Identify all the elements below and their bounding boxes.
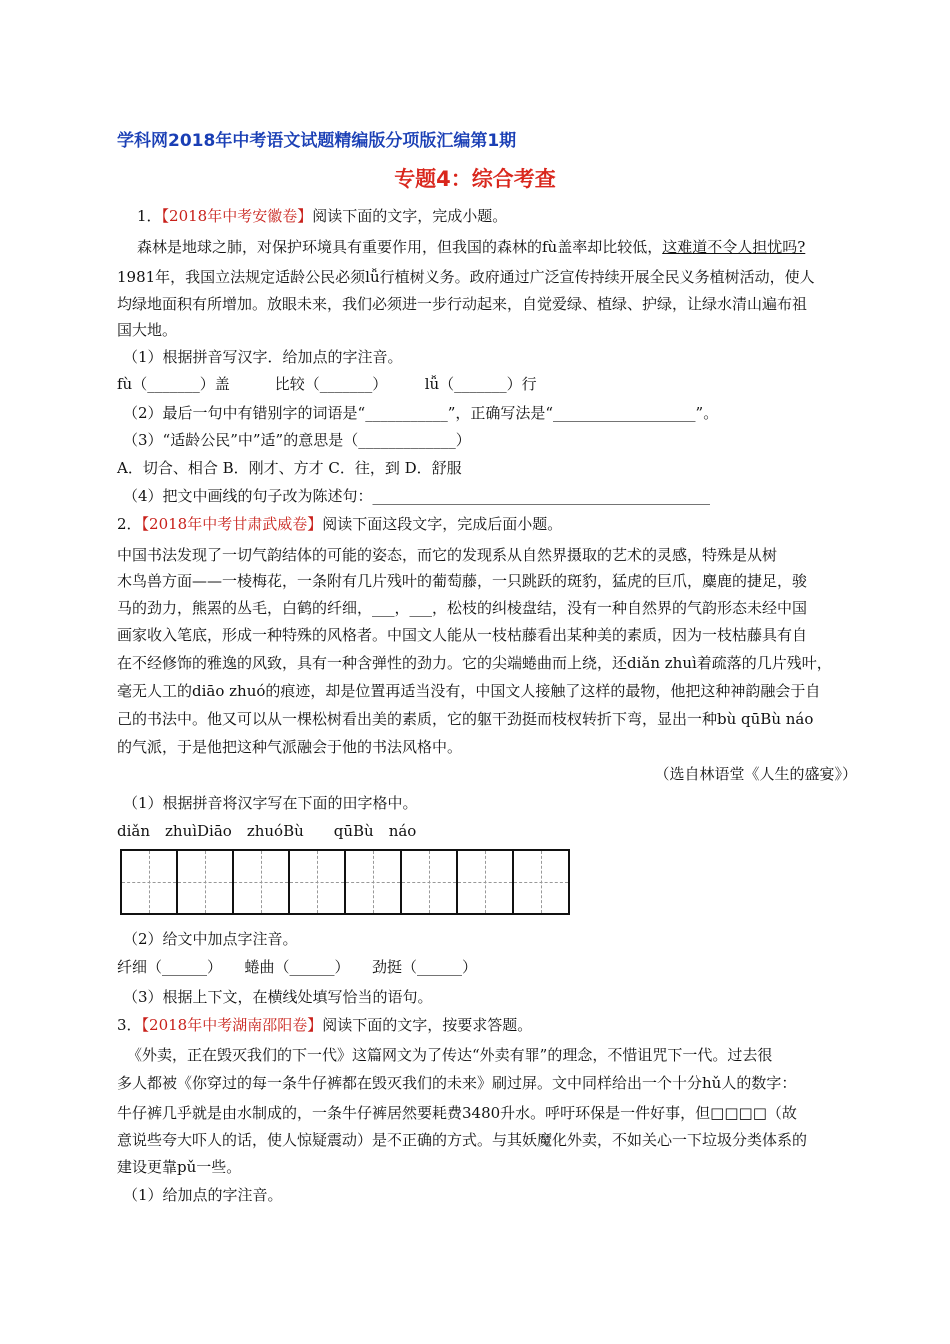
q2-para-line: 马的劲力，熊罴的丛毛，白鹤的纤细，___，___，松枝的纠棱盘结，没有一种自然界的气韵形态未经中国 [117,599,808,617]
q1-sub3-options: A．切合、相合 B．刚才、方才 C．往，到 D．舒服 [117,459,462,477]
q2-heading [117,514,562,534]
grid-cell[interactable] [456,849,514,915]
q1-para-line: 均绿地面积有所增加。放眼未来，我们必须进一步行动起来，自觉爱绿、植绿、护绿，让绿水清山遍布祖 [117,295,808,313]
q1-underlined-sentence: 这难道不令人担忧吗? [662,238,806,256]
grid-cell[interactable] [400,849,458,915]
q3-para-line: 《外卖，正在毁灭我们的下一代》这篇网文为了传达“外卖有罪”的理念，不惜诅咒下一代。过去很 [127,1046,773,1064]
q1-intro: 阅读下面的文字，完成小题。 [312,207,508,225]
q3-number: 3． [117,1016,142,1034]
q1-heading [137,206,507,226]
q2-pinyin-row: diǎn zhuìDiāo zhuóBù qūBù náo [117,822,417,840]
q1-sub1-blanks: fù（_______）盖 比较（_______） lǚ（_______）行 [117,375,537,393]
q1-para-text: 森林是地球之肺，对保护环境具有重要作用，但我国的森林的fù盖率却比较低， [137,238,663,256]
q2-para-line: 在不经修饰的雅逸的风致，具有一种含弹性的劲力。它的尖端蜷曲而上绕，还diǎn zhuì着疏落的几片残叶， [117,654,832,672]
q3-para-line: 多人都被《你穿过的每一条牛仔裤都在毁灭我们的未来》刷过屏。文中同样给出一个十分hǔ人的数字： [117,1074,797,1092]
tianzige-grid [120,849,568,915]
q2-para-line: 己的书法中。他又可以从一棵松树看出美的素质，它的躯干劲挺而枝杈转折下弯，显出一种bù qūBù náo [117,710,814,728]
q2-para-line: 画家收入笔底，形成一种特殊的风格者。中国文人能从一枝枯藤看出某种美的素质，因为一枝枯藤具有自 [117,626,808,644]
q1-source: 【2018年中考安徽卷】 [161,207,313,225]
topic-title: 专题4：综合考查 [394,167,556,191]
q2-para-line: 木鸟兽方面——一棱梅花，一条附有几片残叶的葡萄藤，一只跳跃的斑豹，猛虎的巨爪，麋鹿的捷足，骏 [117,572,808,590]
q1-sub4-prompt: （4）把文中画线的句子改为陈述句：_____________________________________________ [123,487,711,505]
q2-para-line: 毫无人工的diāo zhuó的痕迹，却是位置再适当没有，中国文人接触了这样的最物，他把这种神韵融会于自 [117,682,821,700]
q2-sub2-prompt: （2）给文中加点字注音。 [123,930,298,948]
q1-para-line: 国大地。 [117,321,178,339]
q2-para-line: 的气派，于是他把这种气派融会于他的书法风格中。 [117,738,463,756]
q2-intro: 阅读下面这段文字，完成后面小题。 [322,515,563,533]
q3-para-line: 意说些夸大吓人的话，使人惊疑震动）是不正确的方式。与其妖魔化外卖，不如关心一下垃圾分类体系的 [117,1131,808,1149]
q1-para-line: 1981年，我国立法规定适龄公民必须lǚ行植树义务。政府通过广泛宣传持续开展全民义务植树活动，使人 [117,268,815,286]
grid-cell[interactable] [176,849,234,915]
q3-sub1-prompt: （1）给加点的字注音。 [123,1186,283,1204]
grid-cell[interactable] [232,849,290,915]
q2-para-line: 中国书法发现了一切气韵结体的可能的姿态，而它的发现系从自然界摄取的艺术的灵感，特殊是从树 [117,546,778,564]
grid-cell[interactable] [344,849,402,915]
q3-source: 【2018年中考湖南邵阳卷】 [141,1016,323,1034]
q1-sub3-prompt: （3）“适龄公民”中”适”的意思是（_____________） [123,431,471,449]
q1-number: 1． [137,207,162,225]
q1-sub2-prompt: （2）最后一句中有错别字的词语是“___________”，正确写法是“___________________”。 [123,404,719,422]
q2-sub1-prompt: （1）根据拼音将汉字写在下面的田字格中。 [123,794,418,812]
grid-cell[interactable] [288,849,346,915]
grid-cell[interactable] [120,849,178,915]
q1-sub1-prompt: （1）根据拼音写汉字．给加点的字注音。 [123,348,403,366]
q2-source: 【2018年中考甘肃武威卷】 [141,515,323,533]
q3-intro: 阅读下面的文字，按要求答题。 [322,1016,533,1034]
q1-para-line [137,237,805,257]
document-header: 学科网2018年中考语文试题精编版分项版汇编第1期 [117,131,517,151]
q3-para-line: 牛仔裤几乎就是由水制成的，一条牛仔裤居然要耗费3480升水。呼吁环保是一件好事，但□□□□（故 [117,1104,797,1122]
q3-para-line: 建设更靠pǔ一些。 [117,1158,242,1176]
q3-heading [117,1015,532,1035]
grid-cell[interactable] [512,849,570,915]
q2-sub2-blanks: 纤细（______） 蜷曲（______） 劲挺（______） [117,958,478,976]
q2-citation: （选自林语堂《人生的盛宴》） [654,765,857,783]
q2-sub3-prompt: （3）根据上下文，在横线处填写恰当的语句。 [123,988,433,1006]
q2-number: 2． [117,515,142,533]
